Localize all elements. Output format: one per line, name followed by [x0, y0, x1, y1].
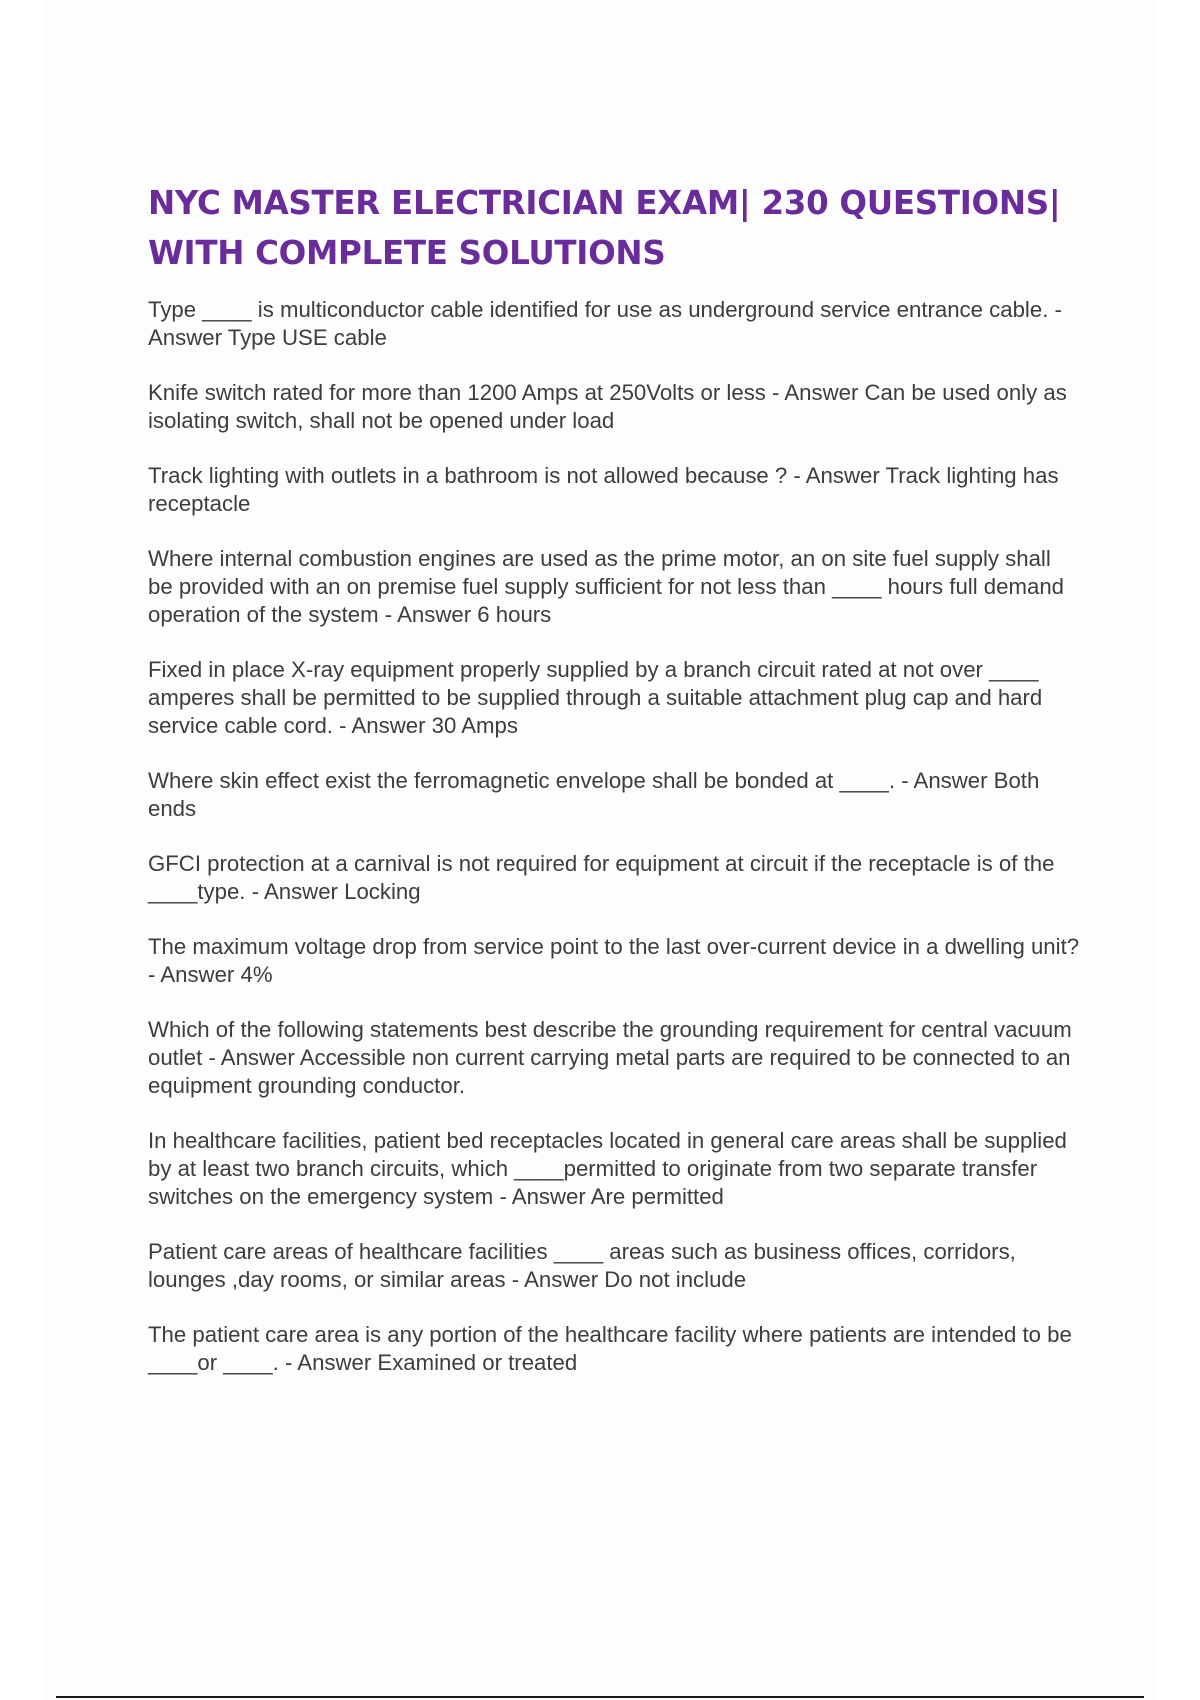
question-item: In healthcare facilities, patient bed receptacles located in general care areas shall be supplied by at least two branch circuits, which ____permitted to originate from two separate transfer switches on the emergency system - Answer Are permitted — [148, 1128, 1067, 1209]
question-item: The maximum voltage drop from service point to the last over-current device in a dwelling unit? - Answer 4% — [148, 934, 1080, 987]
document-content — [148, 178, 1088, 1404]
question-item: Track lighting with outlets in a bathroom is not allowed because ? - Answer Track lighting has receptacle — [148, 463, 1059, 516]
question-item: Which of the following statements best describe the grounding requirement for central vacuum outlet - Answer Accessible non current carrying metal parts are required to be connected to an equipment grounding conductor. — [148, 1017, 1072, 1098]
question-item: Where skin effect exist the ferromagnetic envelope shall be bonded at ____. - Answer Both ends — [148, 768, 1040, 821]
page-bottom-rule — [56, 1696, 1144, 1698]
question-item: The patient care area is any portion of the healthcare facility where patients are intended to be ____or ____. - Answer Examined or treated — [148, 1322, 1072, 1375]
question-item: Where internal combustion engines are used as the prime motor, an on site fuel supply shall be provided with an on premise fuel supply sufficient for not less than ____ hours full demand operation of the system - Answer 6 hours — [148, 546, 1064, 627]
question-item: Fixed in place X-ray equipment properly supplied by a branch circuit rated at not over ____ amperes shall be permitted to be supplied through a suitable attachment plug cap and hard service cable cord. - Answer 30 Amps — [148, 657, 1043, 738]
question-list — [148, 296, 1088, 1377]
question-item: Type ____ is multiconductor cable identified for use as underground service entrance cable. - Answer Type USE cable — [148, 297, 1062, 350]
question-item: Patient care areas of healthcare facilities ____ areas such as business offices, corridors, lounges ,day rooms, or similar areas - Answer Do not include — [148, 1239, 1016, 1292]
document-title: NYC MASTER ELECTRICIAN EXAM| 230 QUESTIONS| WITH COMPLETE SOLUTIONS — [148, 184, 1061, 272]
question-item: GFCI protection at a carnival is not required for equipment at circuit if the receptacle is of the ____type. - Answer Locking — [148, 851, 1055, 904]
question-item: Knife switch rated for more than 1200 Amps at 250Volts or less - Answer Can be used only as isolating switch, shall not be opened under load — [148, 380, 1067, 433]
